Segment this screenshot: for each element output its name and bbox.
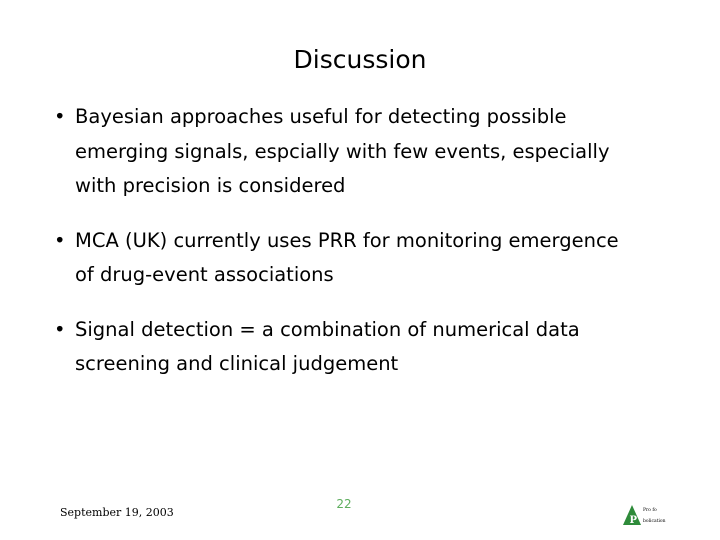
bullet-line: with precision is considered bbox=[75, 174, 346, 197]
bullet-line: Signal detection = a combination of numerical data bbox=[75, 317, 580, 341]
svg-text:P: P bbox=[629, 515, 638, 526]
bullet-item bbox=[50, 313, 690, 382]
bullet-item bbox=[50, 224, 690, 293]
bullet-list bbox=[50, 100, 690, 402]
bullet-line: screening and clinical judgement bbox=[75, 352, 399, 375]
bullet-line: of drug-event associations bbox=[75, 263, 334, 286]
bullet-line: MCA (UK) currently uses PRR for monitoring emergence bbox=[75, 228, 619, 252]
bullet-line: Bayesian approaches useful for detecting possible bbox=[75, 105, 567, 128]
slide-title: Discussion bbox=[293, 45, 427, 74]
page-number: 22 bbox=[336, 497, 352, 511]
bullet-marker: • bbox=[54, 105, 66, 128]
bullet-line: emerging signals, espcially with few events, especially bbox=[75, 139, 610, 163]
logo-text-line: bolication bbox=[643, 519, 666, 524]
logo-text-line: Pro fo bbox=[643, 508, 657, 513]
bullet-marker: • bbox=[54, 317, 66, 341]
footer-date: September 19, 2003 bbox=[60, 506, 174, 519]
bullet-item bbox=[50, 100, 690, 204]
triangle-p-logo-icon bbox=[622, 502, 672, 526]
bullet-marker: • bbox=[54, 228, 66, 252]
